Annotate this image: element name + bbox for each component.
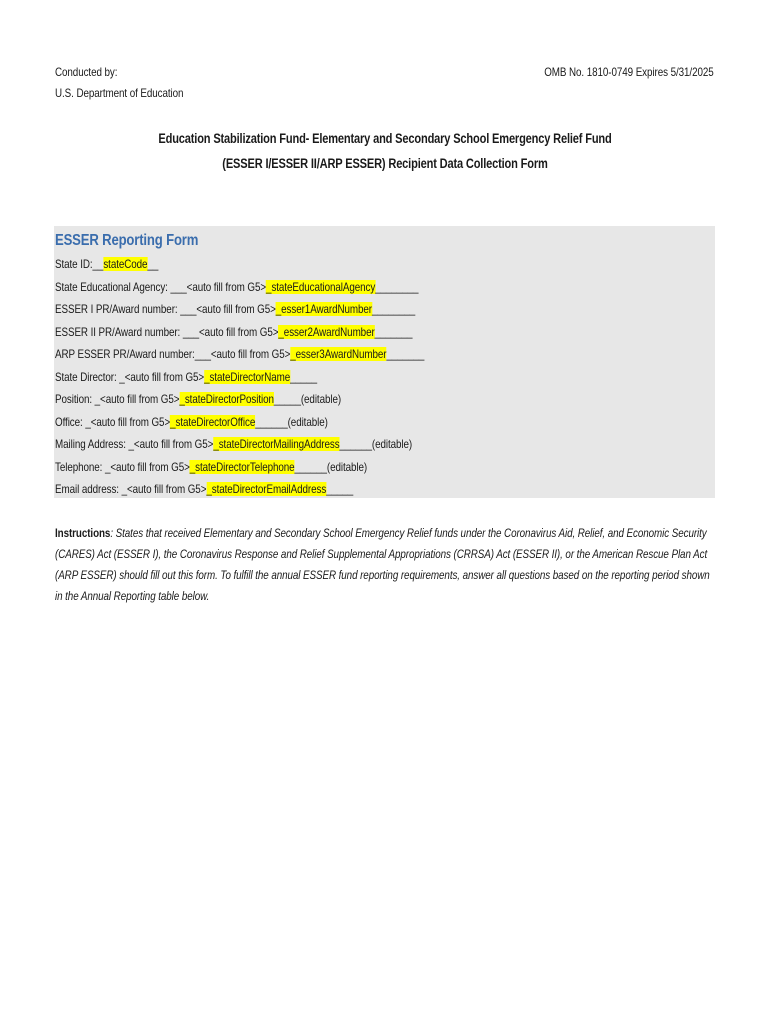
field-placeholder-value[interactable]: _stateDirectorMailingAddress — [213, 437, 340, 451]
esser-reporting-form — [54, 226, 715, 498]
form-content — [55, 229, 424, 501]
field-placeholder-value[interactable]: stateCode — [103, 257, 148, 271]
field-suffix: ________ — [372, 302, 416, 316]
field-label: Position: _<auto fill from G5> — [55, 392, 180, 406]
field-label: ESSER II PR/Award number: ___<auto fill from G5> — [55, 324, 279, 339]
field-label: State Director: _<auto fill from G5> — [55, 369, 205, 384]
form-heading: ESSER Reporting Form — [55, 232, 199, 249]
instructions-body: : States that received Elementary and Secondary School Emergency Relief funds under the Coronavirus Aid, Relief, and Economic Security (CARES) Act (ESSER I), the Coronavirus Response and Relief Supplemental Appropriations (CRRSA) Act (ESSER II), or the American Rescue Plan Act (ARP ESSER) should fill out this form. To fulfill the annual ESSER fund reporting requirements, answer all questions based on the reporting period shown in the Annual Reporting table below. — [55, 526, 710, 603]
instructions-paragraph — [55, 523, 711, 607]
field-label: ESSER I PR/Award number: ___<auto fill from G5> — [55, 302, 276, 316]
field-suffix: ______(editable) — [294, 459, 368, 474]
title-line-2: (ESSER I/ESSER II/ARP ESSER) Recipient Data Collection Form — [222, 156, 548, 171]
field-label: Office: _<auto fill from G5> — [55, 414, 171, 429]
field-label: Telephone: _<auto fill from G5> — [55, 459, 190, 474]
document-title — [0, 126, 770, 176]
field-suffix: _______ — [386, 347, 425, 361]
field-suffix: _____ — [326, 482, 354, 496]
conducted-by-block — [55, 62, 183, 104]
instructions-label: Instructions — [55, 526, 111, 540]
form-field-row — [55, 343, 424, 366]
field-placeholder-value[interactable]: _stateDirectorEmailAddress — [206, 482, 327, 496]
field-label: Mailing Address: _<auto fill from G5> — [55, 437, 214, 451]
conducted-by-label: Conducted by: — [55, 65, 118, 79]
form-field-row — [55, 456, 424, 479]
form-field-row — [55, 411, 424, 434]
field-list — [55, 253, 424, 501]
field-label: State ID:__ — [55, 257, 104, 271]
department-name: U.S. Department of Education — [55, 86, 184, 100]
field-placeholder-value[interactable]: _stateDirectorTelephone — [189, 459, 295, 474]
field-label: ARP ESSER PR/Award number:___<auto fill from G5> — [55, 347, 291, 361]
form-field-row — [55, 253, 424, 276]
form-field-row — [55, 388, 424, 411]
field-placeholder-value[interactable]: _esser2AwardNumber — [278, 324, 375, 339]
field-placeholder-value[interactable]: _stateDirectorOffice — [170, 414, 256, 429]
field-label: State Educational Agency: ___<auto fill from G5> — [55, 279, 267, 294]
field-suffix: __ — [147, 257, 159, 271]
form-field-row — [55, 321, 424, 344]
field-placeholder-value[interactable]: _stateDirectorPosition — [179, 392, 274, 406]
field-suffix: _____(editable) — [273, 392, 342, 406]
form-field-row — [55, 298, 424, 321]
field-placeholder-value[interactable]: _stateEducationalAgency — [266, 279, 376, 294]
field-suffix: _____ — [290, 369, 318, 384]
title-line-1: Education Stabilization Fund- Elementary and Secondary School Emergency Relief Fund — [158, 131, 612, 146]
form-field-row — [55, 366, 424, 389]
field-suffix: ________ — [375, 279, 419, 294]
form-field-row — [55, 433, 424, 456]
field-placeholder-value[interactable]: _stateDirectorName — [204, 369, 291, 384]
form-field-row — [55, 478, 424, 501]
field-label: Email address: _<auto fill from G5> — [55, 482, 207, 496]
field-suffix: ______(editable) — [255, 414, 328, 429]
field-suffix: ______(editable) — [339, 437, 413, 451]
omb-number: OMB No. 1810-0749 Expires 5/31/2025 — [544, 65, 714, 79]
form-field-row — [55, 276, 424, 299]
field-placeholder-value[interactable]: _esser1AwardNumber — [275, 302, 373, 316]
field-suffix: _______ — [374, 324, 413, 339]
field-placeholder-value[interactable]: _esser3AwardNumber — [290, 347, 387, 361]
